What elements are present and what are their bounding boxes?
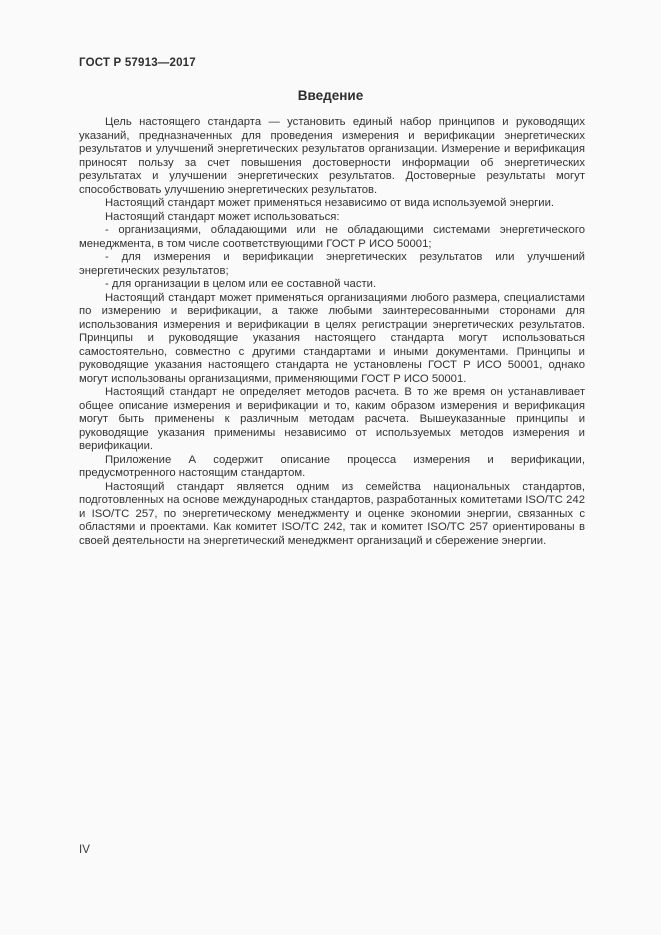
list-item-paragraph: - для измерения и верификации энергетических результатов или улучшений энергетических результатов; [79, 251, 585, 277]
list-item-paragraph: - организациями, обладающими или не обладающими системами энергетического менеджмента, в том числе соответствующими ГОСТ Р ИСО 50001; [79, 224, 585, 250]
paragraph: Настоящий стандарт может использоваться: [105, 210, 340, 223]
body-text [79, 116, 585, 548]
list-item-paragraph: - для организации в целом или ее составной части. [105, 278, 377, 290]
section-title: Введение [297, 88, 364, 103]
standard-designation: ГОСТ Р 57913—2017 [79, 57, 196, 69]
paragraph: Настоящий стандарт не определяет методов расчета. В то же время он устанавливает общее описание измерения и верификации и то, каким образом измерения и верификация могут быть применены к различным методам расчета. Вышеуказанные принципы и руководящие указания применимы независимо от используемых методов измерения и верификации. [79, 386, 585, 452]
paragraph: Настоящий стандарт является одним из семейства национальных стандартов, подготовленных на основе международных стандартов, разработанных комитетами ISO/TC 242 и ISO/TC 257, по энергетическому менеджменту и оценке экономии энергии, связанных с областями и проектами. Как комитет ISO/TC 242, так и комитет ISO/TC 257 ориентированы в своей деятельности на энергетический менеджмент организаций и сбережение энергии. [79, 480, 585, 547]
paragraph: Настоящий стандарт может применяться независимо от вида используемой энергии. [105, 197, 555, 209]
paragraph: Цель настоящего стандарта — установить единый набор принципов и руководящих указаний, предназначенных для проведения измерения и верификации энергетических результатов и улучшений энергетических результатов организации. Измерение и верификация приносят пользу за счет повышения достоверности информации об энергетических результатах и улучшении энергетических результатов. Достоверные результаты могут способствовать улучшению энергетических результатов. [79, 116, 585, 196]
page-number: IV [79, 844, 90, 856]
paragraph: Приложение А содержит описание процесса измерения и верификации, предусмотренного настоящим стандартом. [79, 453, 585, 479]
paragraph: Настоящий стандарт может применяться организациями любого размера, специалистами по измерению и верификации, а также любыми заинтересованными сторонами для использования измерения и верификации в целях регистрации энергетических результатов. Принципы и руководящие указания настоящего стандарта могут использоваться самостоятельно, совместно с другими стандартами и иными документами. Принципы и руководящие указания настоящего стандарта не установлены ГОСТ Р ИСО 50001, однако могут использованы организациями, применяющими ГОСТ Р ИСО 50001. [79, 291, 585, 385]
